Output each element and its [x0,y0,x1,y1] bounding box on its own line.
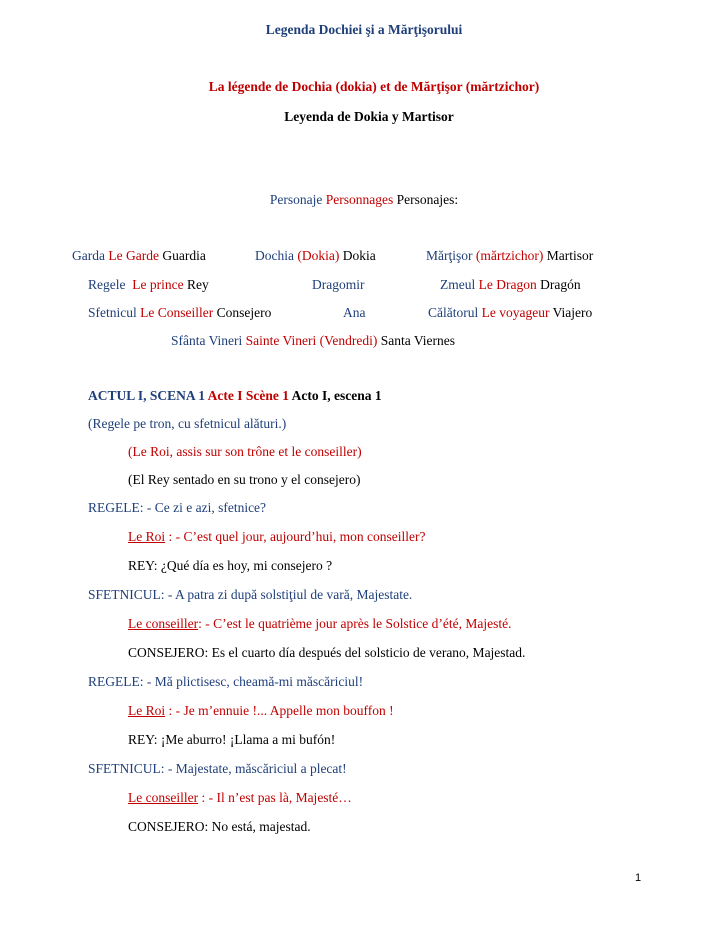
title-french: La légende de Dochia (dokia) et de Mărţişor (mărtzichor) [208,79,540,94]
character-sfanta-vineri [171,333,455,349]
character-garda [72,248,206,264]
character-es: Viajero [552,305,593,320]
character-fr: Le prince [132,277,184,292]
character-fr: (mărtzichor) [475,248,544,263]
dialogue-line-fr [128,616,512,632]
stage-direction-es: (El Rey sentado en su trono y el consejero) [128,472,361,487]
dialogue-line-ro: REGELE: - Ce zi e azi, sfetnice? [88,500,267,515]
character-regele [88,277,209,293]
dialogue-line-es: CONSEJERO: No está, majestad. [128,819,311,834]
character-fr: Le voyageur [481,305,550,320]
characters-heading-fr: Personnages [325,192,394,207]
dialogue-line-es: REY: ¿Qué día es hoy, mi consejero ? [128,558,333,573]
character-ro: Călătorul [428,305,479,320]
speaker-fr: Le Roi [128,703,166,718]
character-sfetnicul [88,305,271,321]
character-ro: Mărţişor [426,248,473,263]
character-es: Santa Viernes [380,333,455,348]
character-dragomir [312,277,364,293]
character-dochia [255,248,376,264]
dialogue-line-fr [128,703,394,719]
speech-fr: : - C’est le quatrième jour après le Solstice d’été, Majesté. [198,616,512,631]
act-heading-es: Acto I, escena 1 [291,388,382,403]
character-ro: Zmeul [440,277,476,292]
speaker-fr: Le Roi [128,529,166,544]
speaker-fr: Le conseiller [128,616,199,631]
character-es: Guardia [162,248,206,263]
character-martisor [426,248,593,264]
character-ro: Sfetnicul [88,305,137,320]
dialogue-line-es: CONSEJERO: Es el cuarto día después del solsticio de verano, Majestad. [128,645,526,660]
characters-heading-es: Personajes: [396,192,459,207]
dialogue-line-ro: SFETNICUL: - Majestate, măscăriciul a plecat! [88,761,347,776]
dialogue-line-es: REY: ¡Me aburro! ¡Llama a mi bufón! [128,732,336,747]
speaker-fr: Le conseiller [128,790,199,805]
title-romanian: Legenda Dochiei şi a Mărţişorului [265,22,463,37]
character-es: Dragón [540,277,581,292]
character-fr: Le Dragon [478,277,537,292]
character-ro: Sfânta Vineri [171,333,243,348]
characters-heading [0,192,728,208]
character-fr: Sainte Vineri (Vendredi) [245,333,378,348]
character-ana [343,305,366,321]
speech-fr: : - Je m’ennuie !... Appelle mon bouffon ! [165,703,394,718]
character-zmeul [440,277,581,293]
character-calatorul [428,305,592,321]
page-number: 1 [635,872,642,884]
character-fr: Le Conseiller [140,305,214,320]
character-ro: Dochia [255,248,294,263]
stage-direction-ro: (Regele pe tron, cu sfetnicul alături.) [88,416,287,431]
title-spanish: Leyenda de Dokia y Martisor [284,109,454,124]
character-es: Dokia [342,248,376,263]
character-ro: Dragomir [312,277,365,292]
dialogue-line-ro: REGELE: - Mă plictisesc, cheamă-mi măscăriciul! [88,674,364,689]
stage-direction-fr: (Le Roi, assis sur son trône et le conseiller) [128,444,362,459]
act-heading-ro: ACTUL I, SCENA 1 [88,388,206,403]
speech-fr: : - Il n’est pas là, Majesté… [198,790,352,805]
character-ro: Ana [343,305,366,320]
character-ro: Regele [88,277,126,292]
character-fr: Le Garde [108,248,159,263]
character-ro: Garda [72,248,105,263]
dialogue-line-fr [128,529,426,545]
characters-heading-ro: Personaje [269,192,323,207]
character-es: Rey [186,277,209,292]
dialogue-line-fr [128,790,352,806]
character-es: Martisor [546,248,594,263]
speech-fr: : - C’est quel jour, aujourd’hui, mon conseiller? [165,529,426,544]
dialogue-line-ro: SFETNICUL: - A patra zi după solstiţiul de vară, Majestate. [88,587,413,602]
character-es: Consejero [216,305,272,320]
act-heading [88,388,382,404]
character-fr: (Dokia) [297,248,340,263]
act-heading-fr: Acte I Scène 1 [207,388,290,403]
